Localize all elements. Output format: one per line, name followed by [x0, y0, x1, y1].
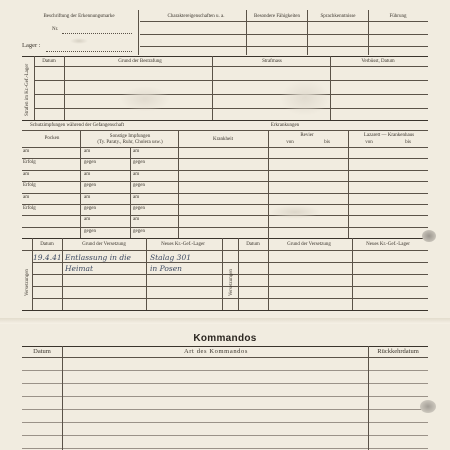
paper-smudge — [270, 205, 320, 219]
schutz-divider — [130, 147, 131, 238]
strafen-col-datum: Datum — [42, 59, 56, 64]
vers-divider — [146, 238, 147, 310]
schutz-row-right: am — [133, 171, 140, 177]
schutz-rule — [22, 130, 428, 131]
erk-col-laz-von: von — [365, 140, 373, 145]
lager-field[interactable] — [46, 51, 132, 52]
top-divider — [307, 10, 308, 55]
lager-label: Lager : — [22, 42, 41, 49]
vers-row-rule — [32, 262, 428, 263]
vers-col-datum-left: Datum — [40, 242, 54, 247]
section-rule — [22, 310, 428, 311]
vers-divider — [32, 238, 33, 310]
top-rule — [140, 21, 428, 22]
erk-col-revier: Revier — [300, 133, 314, 138]
punch-hole-stain — [420, 400, 436, 413]
col-sprachen-header: Sprachkenntnisse — [320, 14, 356, 19]
schutz-row-mid: am — [84, 171, 91, 177]
schutz-row-label: am — [23, 149, 30, 154]
col-faehigkeiten-header: Besondere Fähigkeiten — [254, 14, 300, 19]
vers-col-grund-right: Grund der Versetzung — [287, 242, 331, 247]
schutz-row-right: gegen — [133, 160, 145, 166]
schutz-row-label: am — [23, 171, 30, 177]
schutz-col-sonstige-1: Sonstige Impfungen — [109, 134, 151, 139]
schutz-col-pocken: Pocken — [44, 136, 60, 141]
top-divider — [138, 10, 139, 55]
col-erkennungsmarke-header: Beschriftung der Erkennungsmarke — [43, 14, 115, 19]
schutz-header-rule — [22, 147, 428, 148]
schutz-row-rule — [22, 193, 428, 194]
schutz-row-mid: gegen — [84, 160, 96, 166]
erk-divider — [348, 130, 349, 238]
strafen-col-verbuesst: Verbüsst, Datum — [361, 59, 395, 64]
erk-col-lazarett: Lazarett — Krankenhaus — [363, 133, 415, 138]
strafen-side-label: Strafen im Kr.-Gef.-Lager — [25, 63, 30, 116]
schutz-row-rule — [22, 158, 428, 159]
vers-entry-lager-2: in Posen — [150, 264, 182, 273]
vers-divider — [222, 238, 223, 310]
schutz-row-mid: gegen — [84, 183, 96, 189]
erk-divider — [268, 130, 269, 238]
vers-entry-grund-2: Heimat — [65, 264, 93, 273]
schutz-row-label: Erfolg — [23, 206, 36, 211]
card-fold — [0, 318, 450, 324]
vers-side-label-right: Versetzungen — [229, 269, 234, 296]
strafen-divider — [212, 56, 213, 120]
vers-divider — [238, 238, 239, 310]
schutz-row-mid: am — [84, 149, 91, 154]
kommandos-col-datum: Datum — [33, 348, 51, 355]
col-charakter-header: Charaktereigenschaften u. a. — [167, 14, 225, 19]
schutz-row-label: Erfolg — [23, 160, 36, 166]
schutz-row-mid: gegen — [84, 206, 96, 211]
punch-hole-stain — [422, 230, 436, 242]
schutz-row-mid: am — [84, 194, 91, 200]
section-rule — [22, 120, 428, 121]
schutz-row-right: gegen — [133, 183, 145, 189]
kommandos-divider — [62, 346, 63, 450]
kommandos-col-art: Art des Kommandos — [184, 348, 248, 355]
col-fuehrung-header: Führung — [389, 14, 407, 19]
schutz-row-right: am — [133, 217, 140, 223]
strafen-row — [34, 66, 428, 67]
strafen-col-grund: Grund der Bestrafung — [118, 59, 162, 64]
schutz-col-sonstige-2: (Ty. Paraty., Ruhr, Cholera usw.) — [97, 140, 163, 145]
nr-field[interactable] — [62, 33, 132, 34]
top-rule — [140, 34, 428, 35]
paper-smudge — [280, 80, 330, 116]
strafen-divider — [64, 56, 65, 120]
schutz-title: Schutzimpfungen während der Gefangenschaft — [30, 123, 124, 128]
kommandos-title: Kommandos — [193, 333, 257, 344]
top-divider — [246, 10, 247, 55]
strafen-divider — [330, 56, 331, 120]
paper-smudge — [70, 38, 88, 44]
vers-entry-lager-1: Stalag 301 — [150, 253, 191, 262]
schutz-row-rule — [22, 227, 428, 228]
vers-col-lager-right: Neues Kr.-Gef.-Lager — [366, 242, 410, 247]
strafen-row — [34, 94, 428, 95]
schutz-row-right: am — [133, 149, 140, 154]
strafen-row — [34, 108, 428, 109]
vers-divider — [352, 238, 353, 310]
nr-label: Nr. — [52, 27, 59, 32]
schutz-divider — [178, 130, 179, 238]
schutz-row-label: Erfolg — [23, 183, 36, 189]
schutz-row-mid: am — [84, 217, 91, 223]
vers-entry-datum: 19.4.41 — [33, 253, 62, 262]
vers-col-datum-right: Datum — [246, 242, 260, 247]
vers-divider — [268, 238, 269, 310]
strafen-row — [34, 80, 428, 81]
erk-col-krankheit: Krankheit — [213, 137, 233, 142]
schutz-row-rule — [22, 181, 428, 182]
vers-row-rule — [32, 298, 428, 299]
erk-col-laz-bis: bis — [405, 140, 411, 145]
schutz-row-right: gegen — [133, 206, 145, 211]
section-rule — [22, 56, 428, 57]
strafen-divider — [34, 56, 35, 120]
vers-side-label-left: Versetzungen — [25, 269, 30, 296]
kommandos-divider — [368, 346, 369, 450]
vers-divider — [62, 238, 63, 310]
top-rule — [140, 46, 428, 47]
vers-header-rule — [22, 250, 428, 251]
erkrankungen-title: Erkrankungen — [270, 123, 300, 128]
schutz-row-rule — [22, 204, 428, 205]
schutz-row-rule — [22, 170, 428, 171]
erk-col-bis: bis — [324, 140, 330, 145]
schutz-row-right: am — [133, 194, 140, 200]
paper-smudge — [120, 86, 170, 112]
schutz-row-right: gegen — [133, 228, 145, 234]
schutz-row-label: am — [23, 194, 30, 200]
vers-entry-grund-1: Entlassung in die — [65, 253, 131, 262]
kommandos-col-rueckkehr: Rückkehrdatum — [377, 348, 419, 355]
schutz-row-rule — [22, 215, 428, 216]
top-divider — [368, 10, 369, 55]
vers-col-grund-left: Grund der Versetzung — [82, 242, 126, 247]
erk-col-von: von — [286, 140, 294, 145]
vers-col-lager-left: Neues Kr.-Gef.-Lager — [161, 242, 205, 247]
schutz-row-mid: gegen — [84, 228, 96, 234]
section-rule — [22, 238, 428, 239]
strafen-col-strafmass: Strafmass — [262, 59, 282, 64]
schutz-divider — [80, 130, 81, 238]
